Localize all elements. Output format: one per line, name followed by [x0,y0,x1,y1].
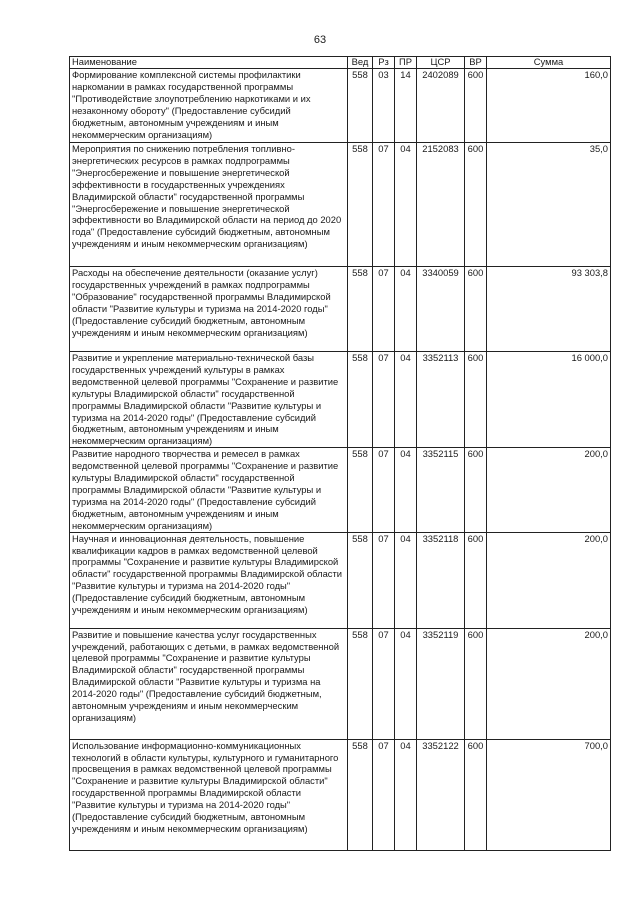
row-ved: 558 [348,739,373,850]
row-pr: 04 [395,143,417,267]
row-sum: 16 000,0 [487,352,611,448]
row-pr: 04 [395,628,417,739]
row-pr: 14 [395,69,417,143]
row-rz: 07 [373,352,395,448]
row-pr: 04 [395,267,417,352]
row-sum: 160,0 [487,69,611,143]
table-row [70,532,611,628]
row-ved: 558 [348,628,373,739]
row-csr: 3352118 [417,532,465,628]
row-ved: 558 [348,69,373,143]
row-csr: 2152083 [417,143,465,267]
row-rz: 03 [373,69,395,143]
table-row [70,267,611,352]
row-sum: 35,0 [487,143,611,267]
row-rz: 07 [373,143,395,267]
row-name: Развитие и укрепление материально-технической базы государственных учреждений культуры в рамках ведомственной целевой программы "Сохранение и развитие культуры Владимирской области" государственной программы Владимирской области "Развитие культуры и туризма на 2014-2020 годы" (Предоставление субсидий бюджетным, автономным учреждениям и иным некоммерческим организациям) [70,352,348,448]
row-csr: 3340059 [417,267,465,352]
row-rz: 07 [373,448,395,532]
column-header-name: Наименование [70,57,348,69]
row-rz: 07 [373,532,395,628]
row-csr: 3352115 [417,448,465,532]
row-csr: 3352119 [417,628,465,739]
row-vr: 600 [465,448,487,532]
row-name: Расходы на обеспечение деятельности (оказание услуг) государственных учреждений в рамках подпрограммы "Образование" государственной программы Владимирской области "Развитие культуры и туризма на 2014-2020 годы" (Предоставление субсидий бюджетным, автономным учреждениям и иным некоммерческим организациям) [70,267,348,352]
row-csr: 3352113 [417,352,465,448]
row-name: Формирование комплексной системы профилактики наркомании в рамках государственной программы "Противодействие злоупотреблению наркотиками и их незаконному обороту" (Предоставление субсидий бюджетным, автономным учреждениям и иным некоммерческим организациям) [70,69,348,143]
row-vr: 600 [465,69,487,143]
column-header-vr: ВР [465,57,487,69]
row-pr: 04 [395,739,417,850]
row-ved: 558 [348,143,373,267]
row-name: Развитие и повышение качества услуг государственных учреждений, работающих с детьми, в рамках ведомственной целевой программы "Сохранение и развитие культуры Владимирской области" государственной программы Владимирской области "Развитие культуры и туризма на 2014-2020 годы" (Предоставление субсидий бюджетным, автономным учреждениям и иным некоммерческим организациям) [70,628,348,739]
row-name: Развитие народного творчества и ремесел в рамках ведомственной целевой программы "Сохранение и развитие культуры Владимирской области" государственной программы Владимирской области "Развитие культуры и туризма на 2014-2020 годы" (Предоставление субсидий бюджетным, автономным учреждениям и иным некоммерческим организациям) [70,448,348,532]
row-vr: 600 [465,532,487,628]
table-row [70,448,611,532]
table-row [70,352,611,448]
row-csr: 2402089 [417,69,465,143]
table-row [70,739,611,850]
row-ved: 558 [348,532,373,628]
row-rz: 07 [373,739,395,850]
budget-table [69,56,611,851]
column-header-sum: Сумма [487,57,611,69]
row-pr: 04 [395,352,417,448]
row-ved: 558 [348,448,373,532]
row-csr: 3352122 [417,739,465,850]
row-sum: 200,0 [487,532,611,628]
row-sum: 200,0 [487,448,611,532]
column-header-pr: ПР [395,57,417,69]
table-row [70,69,611,143]
row-vr: 600 [465,739,487,850]
column-header-rz: Рз [373,57,395,69]
row-sum: 700,0 [487,739,611,850]
column-header-csr: ЦСР [417,57,465,69]
page-number: 63 [313,34,327,46]
row-vr: 600 [465,352,487,448]
row-vr: 600 [465,143,487,267]
column-header-ved: Вед [348,57,373,69]
table-header-row [70,57,611,69]
row-sum: 200,0 [487,628,611,739]
table-row [70,628,611,739]
row-rz: 07 [373,267,395,352]
row-pr: 04 [395,448,417,532]
row-name: Использование информационно-коммуникационных технологий в области культуры, культурного и гуманитарного просвещения в рамках ведомственной целевой программы "Сохранение и развитие культуры Владимирской области" государственной программы Владимирской области "Развитие культуры и туризма на 2014-2020 годы" (Предоставление субсидий бюджетным, автономным учреждениям и иным некоммерческим организациям) [70,739,348,850]
row-vr: 600 [465,628,487,739]
row-ved: 558 [348,352,373,448]
row-ved: 558 [348,267,373,352]
row-sum: 93 303,8 [487,267,611,352]
row-name: Мероприятия по снижению потребления топливно-энергетических ресурсов в рамках подпрограммы "Энергосбережение и повышение энергетической эффективности в государственных учреждениях Владимирской области" государственной программы "Энергосбережение и повышение энергетической эффективности во Владимирской области на период до 2020 года" (Предоставление субсидий бюджетным, автономным учреждениям и иным некоммерческим организациям) [70,143,348,267]
row-vr: 600 [465,267,487,352]
row-rz: 07 [373,628,395,739]
table-row [70,143,611,267]
row-name: Научная и инновационная деятельность, повышение квалификации кадров в рамках ведомственной целевой программы "Сохранение и развитие культуры Владимирской области" государственной программы Владимирской области "Развитие культуры и туризма на 2014-2020 годы" (Предоставление субсидий бюджетным, автономным учреждениям и иным некоммерческим организациям) [70,532,348,628]
row-pr: 04 [395,532,417,628]
